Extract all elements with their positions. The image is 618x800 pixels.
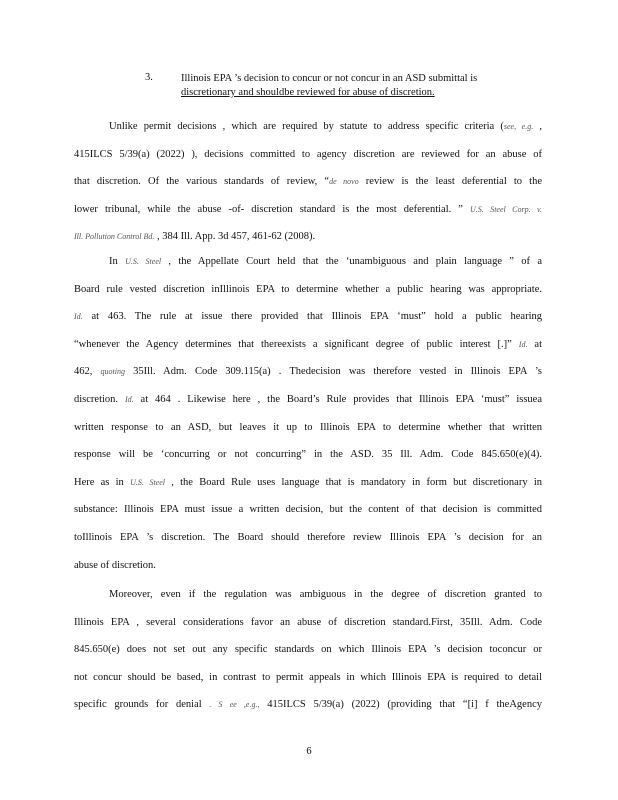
body-text: at 464 . Likewise here , the Board’s Rule provides that Illinois EPA ‘must” issuea xyxy=(133,393,542,405)
citation-text: Id. xyxy=(74,312,83,322)
body-text: , the Appellate Court held that the ‘unambiguous and plain language ” of a xyxy=(161,256,543,267)
body-text: , 384 Ill. App. 3d 457, 461-62 (2008). xyxy=(154,231,316,243)
body-text: In xyxy=(109,256,126,267)
body-text: , xyxy=(533,121,543,132)
text-line xyxy=(74,248,542,276)
body-text: not concur should be based, in contrast to permit appeals in which Illinois EPA is required to detail xyxy=(74,671,542,683)
body-text: that discretion. Of the various standards of review, “ xyxy=(74,176,330,188)
paragraph-3 xyxy=(74,581,542,719)
body-text: abuse of discretion. xyxy=(74,559,156,571)
body-text: written response to an ASD, but leaves it up to Illinois EPA to determine whether that written xyxy=(74,421,542,433)
text-line xyxy=(74,276,542,304)
citation-text: Ill. Pollution Control Bd. xyxy=(74,232,155,242)
page-number: 6 xyxy=(306,746,312,757)
body-text: , the Board Rule uses language that is mandatory in form but discretionary in xyxy=(165,476,542,488)
heading-line-underlined: discretionary and shouldbe reviewed for abuse of discretion. xyxy=(181,87,435,98)
body-text: Board rule vested discretion inIllinois EPA to determine whether a public hearing was appropriate. xyxy=(74,283,542,295)
text-line xyxy=(74,223,542,251)
body-text: 415ILCS 5/39(a) (2022) ), decisions committed to agency discretion are reviewed for an abuse of xyxy=(74,148,542,160)
body-text: review is the least deferential to the xyxy=(358,176,542,188)
text-line xyxy=(74,303,542,331)
citation-text: Id. xyxy=(518,339,528,349)
text-line xyxy=(74,386,542,414)
body-text: specific grounds for denial xyxy=(74,699,210,711)
text-line xyxy=(74,469,542,497)
citation-text: U.S. Steel Corp. v. xyxy=(470,204,542,214)
body-text: at xyxy=(527,338,542,350)
body-text: 415ILCS 5/39(a) (2022) (providing that “[i] f theAgency xyxy=(259,699,542,711)
text-line xyxy=(74,358,542,386)
text-line xyxy=(74,636,542,664)
body-text: Illinois EPA , several considerations favor an abuse of discretion standard.First, 35Ill. Adm. Code xyxy=(74,616,542,628)
body-text: response will be ‘concurring or not concurring” in the ASD. 35 Ill. Adm. Code 845.650(e)(4). xyxy=(74,449,542,461)
text-line xyxy=(74,552,542,580)
text-line xyxy=(74,496,542,524)
body-text: 35Ill. Adm. Code 309.115(a) . Thedecision was therefore vested in Illinois EPA ’s xyxy=(124,366,543,378)
body-text: discretion. xyxy=(74,393,125,405)
body-text: 845.650(e) does not set out any specific standards on which Illinois EPA ’s decision toconcur or xyxy=(74,644,542,656)
text-line xyxy=(74,691,542,719)
citation-text: quoting xyxy=(100,367,125,377)
citation-text: U.S. Steel xyxy=(130,477,166,487)
text-line xyxy=(74,664,542,692)
citation-text: U.S. Steel xyxy=(125,257,162,266)
text-line xyxy=(74,414,542,442)
section-heading xyxy=(181,72,546,100)
body-text: substance: Illinois EPA must issue a written decision, but the content of that decision is committed xyxy=(74,504,542,516)
text-line xyxy=(74,441,542,469)
body-text: lower tribunal, while the abuse -of- discretion standard is the most deferential. ” xyxy=(74,203,470,215)
text-line xyxy=(74,524,542,552)
text-line xyxy=(74,196,542,224)
text-line xyxy=(74,168,542,196)
citation-text: see, e.g. xyxy=(503,122,534,131)
citation-text: de novo xyxy=(329,177,359,187)
body-text: toIllinois EPA ’s discretion. The Board should therefore review Illinois EPA ’s decision for an xyxy=(74,531,542,543)
citation-text: . S ee ,e.g., xyxy=(209,700,260,710)
paragraph-1 xyxy=(74,113,542,251)
body-text: Here as in xyxy=(74,476,131,488)
heading-line: Illinois EPA ’s decision to concur or not concur in an ASD submittal is xyxy=(181,73,478,84)
text-line xyxy=(74,113,542,141)
heading-number: 3. xyxy=(145,72,153,83)
text-line xyxy=(74,141,542,169)
body-text: 462, xyxy=(74,366,101,378)
body-text: Unlike permit decisions , which are required by statute to address specific criteria ( xyxy=(109,121,504,132)
text-line xyxy=(74,331,542,359)
paragraph-2 xyxy=(74,248,542,579)
text-line xyxy=(74,581,542,609)
citation-text: Id. xyxy=(124,394,134,404)
body-text: Moreover, even if the regulation was ambiguous in the degree of discretion granted to xyxy=(109,589,542,600)
body-text: at 463. The rule at issue there provided that Illinois EPA ‘must” hold a public hearing xyxy=(82,311,542,323)
body-text: “whenever the Agency determines that thereexists a significant degree of public interest [.]” xyxy=(74,338,519,350)
text-line xyxy=(74,609,542,637)
